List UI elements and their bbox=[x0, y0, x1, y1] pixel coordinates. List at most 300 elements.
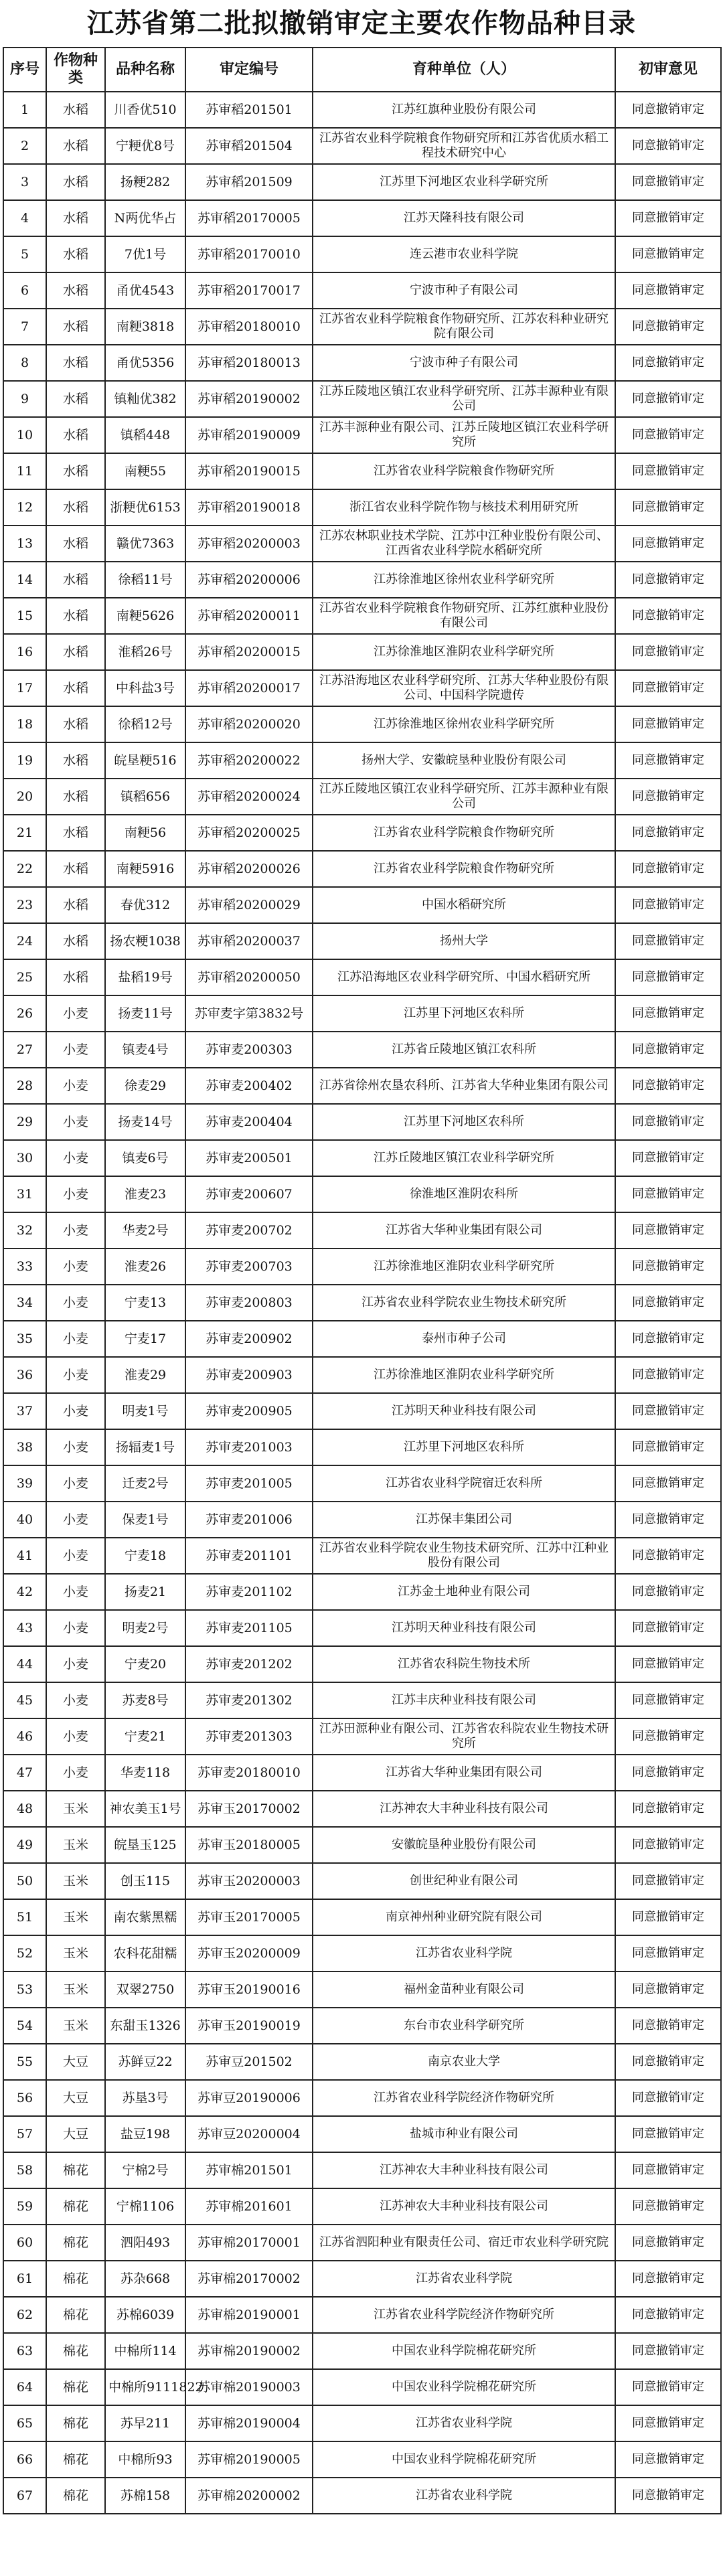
approval-number: 苏审稻20200050 bbox=[185, 959, 313, 995]
approval-number: 苏审麦200404 bbox=[185, 1104, 313, 1140]
opinion: 同意撤销审定 bbox=[615, 598, 721, 634]
breeding-unit: 江苏明天种业科技有限公司 bbox=[313, 1393, 615, 1429]
opinion: 同意撤销审定 bbox=[615, 2261, 721, 2297]
approval-number: 苏审棉20170002 bbox=[185, 2261, 313, 2297]
approval-number: 苏审稻20200003 bbox=[185, 526, 313, 562]
breeding-unit: 江苏省农业科学院 bbox=[313, 1935, 615, 1971]
breeding-unit: 浙江省农业科学院作物与核技术利用研究所 bbox=[313, 489, 615, 526]
variety-name: 华麦2号 bbox=[105, 1212, 185, 1249]
opinion: 同意撤销审定 bbox=[615, 2441, 721, 2478]
variety-name: 农科花甜糯 bbox=[105, 1935, 185, 1971]
variety-name: 双翠2750 bbox=[105, 1971, 185, 2008]
breeding-unit: 江苏里下河地区农科所 bbox=[313, 1104, 615, 1140]
variety-name: 华麦118 bbox=[105, 1755, 185, 1791]
row-index: 62 bbox=[3, 2297, 46, 2333]
variety-name: 创玉115 bbox=[105, 1863, 185, 1899]
approval-number: 苏审麦200501 bbox=[185, 1140, 313, 1176]
variety-name: 皖垦玉125 bbox=[105, 1827, 185, 1863]
opinion: 同意撤销审定 bbox=[615, 634, 721, 670]
table-row bbox=[3, 1032, 721, 1068]
variety-name: 南粳56 bbox=[105, 815, 185, 851]
row-index: 12 bbox=[3, 489, 46, 526]
crop-type: 小麦 bbox=[46, 1393, 105, 1429]
opinion: 同意撤销审定 bbox=[615, 309, 721, 345]
crop-type: 水稻 bbox=[46, 742, 105, 779]
opinion: 同意撤销审定 bbox=[615, 1538, 721, 1574]
row-index: 58 bbox=[3, 2152, 46, 2188]
opinion: 同意撤销审定 bbox=[615, 1899, 721, 1935]
table-row bbox=[3, 1140, 721, 1176]
table-row bbox=[3, 1285, 721, 1321]
opinion: 同意撤销审定 bbox=[615, 1140, 721, 1176]
opinion: 同意撤销审定 bbox=[615, 1104, 721, 1140]
opinion: 同意撤销审定 bbox=[615, 453, 721, 489]
variety-name: 苏棉6039 bbox=[105, 2297, 185, 2333]
table-body bbox=[3, 92, 721, 2514]
crop-type: 小麦 bbox=[46, 1104, 105, 1140]
row-index: 18 bbox=[3, 706, 46, 742]
table-row bbox=[3, 1104, 721, 1140]
row-index: 61 bbox=[3, 2261, 46, 2297]
opinion: 同意撤销审定 bbox=[615, 1935, 721, 1971]
approval-number: 苏审棉20190002 bbox=[185, 2333, 313, 2369]
breeding-unit: 江苏省农业科学院 bbox=[313, 2261, 615, 2297]
variety-name: 中棉所93 bbox=[105, 2441, 185, 2478]
approval-number: 苏审麦201101 bbox=[185, 1538, 313, 1574]
variety-name: 保麦1号 bbox=[105, 1502, 185, 1538]
approval-number: 苏审麦200607 bbox=[185, 1176, 313, 1212]
opinion: 同意撤销审定 bbox=[615, 489, 721, 526]
table-row bbox=[3, 453, 721, 489]
approval-number: 苏审棉20190004 bbox=[185, 2405, 313, 2441]
crop-type: 水稻 bbox=[46, 489, 105, 526]
row-index: 5 bbox=[3, 236, 46, 272]
opinion: 同意撤销审定 bbox=[615, 706, 721, 742]
variety-name: 宁棉1106 bbox=[105, 2188, 185, 2225]
breeding-unit: 江苏省徐州农垦农科所、江苏省大华种业集团有限公司 bbox=[313, 1068, 615, 1104]
table-row bbox=[3, 1176, 721, 1212]
table-row bbox=[3, 1755, 721, 1791]
table-row bbox=[3, 887, 721, 923]
row-index: 4 bbox=[3, 200, 46, 236]
crop-type: 棉花 bbox=[46, 2405, 105, 2441]
row-index: 9 bbox=[3, 381, 46, 417]
opinion: 同意撤销审定 bbox=[615, 2225, 721, 2261]
breeding-unit: 江苏省农业科学院宿迁农科所 bbox=[313, 1465, 615, 1502]
table-row bbox=[3, 1429, 721, 1465]
table-row bbox=[3, 634, 721, 670]
header-opinion: 初审意见 bbox=[615, 48, 721, 92]
opinion: 同意撤销审定 bbox=[615, 236, 721, 272]
opinion: 同意撤销审定 bbox=[615, 1068, 721, 1104]
breeding-unit: 江苏保丰集团公司 bbox=[313, 1502, 615, 1538]
table-row bbox=[3, 2080, 721, 2116]
approval-number: 苏审玉20170005 bbox=[185, 1899, 313, 1935]
approval-number: 苏审稻20200029 bbox=[185, 887, 313, 923]
row-index: 57 bbox=[3, 2116, 46, 2152]
breeding-unit: 江苏徐淮地区徐州农业科学研究所 bbox=[313, 562, 615, 598]
approval-number: 苏审麦201005 bbox=[185, 1465, 313, 1502]
table-row bbox=[3, 2188, 721, 2225]
breeding-unit: 江苏丘陵地区镇江农业科学研究所、江苏丰源种业有限公司 bbox=[313, 779, 615, 815]
opinion: 同意撤销审定 bbox=[615, 2080, 721, 2116]
breeding-unit: 江苏省农科院生物技术所 bbox=[313, 1646, 615, 1682]
opinion: 同意撤销审定 bbox=[615, 995, 721, 1032]
crop-type: 水稻 bbox=[46, 309, 105, 345]
table-row bbox=[3, 779, 721, 815]
crop-type: 小麦 bbox=[46, 1682, 105, 1718]
opinion: 同意撤销审定 bbox=[615, 1574, 721, 1610]
row-index: 64 bbox=[3, 2369, 46, 2405]
variety-name: 迁麦2号 bbox=[105, 1465, 185, 1502]
opinion: 同意撤销审定 bbox=[615, 1718, 721, 1755]
approval-number: 苏审麦字第3832号 bbox=[185, 995, 313, 1032]
breeding-unit: 江苏省大华种业集团有限公司 bbox=[313, 1212, 615, 1249]
breeding-unit: 宁波市种子有限公司 bbox=[313, 272, 615, 309]
approval-number: 苏审玉20180005 bbox=[185, 1827, 313, 1863]
row-index: 27 bbox=[3, 1032, 46, 1068]
opinion: 同意撤销审定 bbox=[615, 2405, 721, 2441]
breeding-unit: 江苏里下河地区农科所 bbox=[313, 1429, 615, 1465]
variety-name: 镇籼优382 bbox=[105, 381, 185, 417]
breeding-unit: 江苏省农业科学院 bbox=[313, 2478, 615, 2514]
row-index: 8 bbox=[3, 345, 46, 381]
breeding-unit: 江苏里下河地区农业科学研究所 bbox=[313, 164, 615, 200]
opinion: 同意撤销审定 bbox=[615, 1646, 721, 1682]
approval-number: 苏审稻20190018 bbox=[185, 489, 313, 526]
opinion: 同意撤销审定 bbox=[615, 2116, 721, 2152]
variety-name: 扬农粳1038 bbox=[105, 923, 185, 959]
row-index: 40 bbox=[3, 1502, 46, 1538]
row-index: 20 bbox=[3, 779, 46, 815]
row-index: 7 bbox=[3, 309, 46, 345]
variety-name: 中科盐3号 bbox=[105, 670, 185, 706]
table-row bbox=[3, 1899, 721, 1935]
crop-type: 大豆 bbox=[46, 2116, 105, 2152]
approval-number: 苏审稻20170005 bbox=[185, 200, 313, 236]
crop-type: 水稻 bbox=[46, 453, 105, 489]
breeding-unit: 江苏省农业科学院农业生物技术研究所、江苏中江种业股份有限公司 bbox=[313, 1538, 615, 1574]
crop-type: 玉米 bbox=[46, 1899, 105, 1935]
breeding-unit: 江苏省农业科学院经济作物研究所 bbox=[313, 2080, 615, 2116]
approval-number: 苏审豆201502 bbox=[185, 2044, 313, 2080]
breeding-unit: 江苏田源种业有限公司、江苏省农科院农业生物技术研究所 bbox=[313, 1718, 615, 1755]
approval-number: 苏审麦201303 bbox=[185, 1718, 313, 1755]
crop-type: 水稻 bbox=[46, 526, 105, 562]
crop-type: 水稻 bbox=[46, 381, 105, 417]
variety-name: 南粳3818 bbox=[105, 309, 185, 345]
page-title: 江苏省第二批拟撤销审定主要农作物品种目录 bbox=[87, 8, 636, 39]
variety-name: 宁麦18 bbox=[105, 1538, 185, 1574]
crop-type: 小麦 bbox=[46, 1321, 105, 1357]
breeding-unit: 中国农业科学院棉花研究所 bbox=[313, 2441, 615, 2478]
approval-number: 苏审麦200905 bbox=[185, 1393, 313, 1429]
row-index: 37 bbox=[3, 1393, 46, 1429]
breeding-unit: 东台市农业科学研究所 bbox=[313, 2008, 615, 2044]
crop-type: 棉花 bbox=[46, 2369, 105, 2405]
variety-name: 徐稻12号 bbox=[105, 706, 185, 742]
breeding-unit: 江苏省农业科学院粮食作物研究所和江苏省优质水稻工程技术研究中心 bbox=[313, 128, 615, 164]
approval-number: 苏审稻20200011 bbox=[185, 598, 313, 634]
table-row bbox=[3, 164, 721, 200]
breeding-unit: 南京神州种业研究院有限公司 bbox=[313, 1899, 615, 1935]
opinion: 同意撤销审定 bbox=[615, 1755, 721, 1791]
breeding-unit: 江苏徐淮地区徐州农业科学研究所 bbox=[313, 706, 615, 742]
opinion: 同意撤销审定 bbox=[615, 526, 721, 562]
opinion: 同意撤销审定 bbox=[615, 1393, 721, 1429]
row-index: 11 bbox=[3, 453, 46, 489]
opinion: 同意撤销审定 bbox=[615, 2008, 721, 2044]
approval-number: 苏审稻20190015 bbox=[185, 453, 313, 489]
crop-type: 棉花 bbox=[46, 2333, 105, 2369]
table-row bbox=[3, 200, 721, 236]
approval-number: 苏审棉20190005 bbox=[185, 2441, 313, 2478]
table-row bbox=[3, 1249, 721, 1285]
variety-name: 淮稻26号 bbox=[105, 634, 185, 670]
opinion: 同意撤销审定 bbox=[615, 1249, 721, 1285]
table-row bbox=[3, 381, 721, 417]
crop-type: 棉花 bbox=[46, 2152, 105, 2188]
breeding-unit: 江苏丰庆种业科技有限公司 bbox=[313, 1682, 615, 1718]
crop-type: 玉米 bbox=[46, 1791, 105, 1827]
row-index: 35 bbox=[3, 1321, 46, 1357]
table-row bbox=[3, 1357, 721, 1393]
table-row bbox=[3, 562, 721, 598]
table-row bbox=[3, 815, 721, 851]
table-row bbox=[3, 489, 721, 526]
table-row bbox=[3, 128, 721, 164]
variety-name: 盐豆198 bbox=[105, 2116, 185, 2152]
table-row bbox=[3, 1610, 721, 1646]
opinion: 同意撤销审定 bbox=[615, 1176, 721, 1212]
opinion: 同意撤销审定 bbox=[615, 1791, 721, 1827]
approval-number: 苏审稻20170010 bbox=[185, 236, 313, 272]
approval-number: 苏审棉201601 bbox=[185, 2188, 313, 2225]
breeding-unit: 福州金苗种业有限公司 bbox=[313, 1971, 615, 2008]
breeding-unit: 江苏丘陵地区镇江农业科学研究所 bbox=[313, 1140, 615, 1176]
table-row bbox=[3, 2297, 721, 2333]
approval-number: 苏审稻20200015 bbox=[185, 634, 313, 670]
approval-number: 苏审稻20200037 bbox=[185, 923, 313, 959]
table-row bbox=[3, 526, 721, 562]
row-index: 23 bbox=[3, 887, 46, 923]
row-index: 51 bbox=[3, 1899, 46, 1935]
breeding-unit: 江苏丘陵地区镇江农业科学研究所、江苏丰源种业有限公司 bbox=[313, 381, 615, 417]
variety-name: 明麦1号 bbox=[105, 1393, 185, 1429]
approval-number: 苏审麦200303 bbox=[185, 1032, 313, 1068]
variety-name: 中棉所114 bbox=[105, 2333, 185, 2369]
variety-name: 南农紫黑糯 bbox=[105, 1899, 185, 1935]
variety-name: 南粳5626 bbox=[105, 598, 185, 634]
table-row bbox=[3, 2261, 721, 2297]
breeding-unit: 江苏省泗阳种业有限责任公司、宿迁市农业科学研究院 bbox=[313, 2225, 615, 2261]
table-row bbox=[3, 923, 721, 959]
crop-type: 小麦 bbox=[46, 1646, 105, 1682]
approval-number: 苏审棉20170001 bbox=[185, 2225, 313, 2261]
row-index: 56 bbox=[3, 2080, 46, 2116]
breeding-unit: 创世纪种业有限公司 bbox=[313, 1863, 615, 1899]
variety-name: 苏早211 bbox=[105, 2405, 185, 2441]
crop-type: 水稻 bbox=[46, 815, 105, 851]
approval-number: 苏审麦201003 bbox=[185, 1429, 313, 1465]
crop-type: 小麦 bbox=[46, 1610, 105, 1646]
crop-type: 水稻 bbox=[46, 851, 105, 887]
breeding-unit: 江苏徐淮地区淮阴农业科学研究所 bbox=[313, 634, 615, 670]
table-row bbox=[3, 2405, 721, 2441]
variety-name: 镇麦6号 bbox=[105, 1140, 185, 1176]
crop-type: 水稻 bbox=[46, 562, 105, 598]
crop-type: 玉米 bbox=[46, 1827, 105, 1863]
table-row bbox=[3, 1971, 721, 2008]
approval-number: 苏审玉20200003 bbox=[185, 1863, 313, 1899]
variety-name: 浙粳优6153 bbox=[105, 489, 185, 526]
crop-type: 水稻 bbox=[46, 923, 105, 959]
header-crop-type: 作物种类 bbox=[46, 48, 105, 92]
crop-type: 小麦 bbox=[46, 1718, 105, 1755]
opinion: 同意撤销审定 bbox=[615, 2369, 721, 2405]
crop-type: 小麦 bbox=[46, 1212, 105, 1249]
opinion: 同意撤销审定 bbox=[615, 742, 721, 779]
opinion: 同意撤销审定 bbox=[615, 381, 721, 417]
variety-name: 镇麦4号 bbox=[105, 1032, 185, 1068]
row-index: 25 bbox=[3, 959, 46, 995]
breeding-unit: 江苏省农业科学院经济作物研究所 bbox=[313, 2297, 615, 2333]
approval-number: 苏审玉20190019 bbox=[185, 2008, 313, 2044]
table-row bbox=[3, 2441, 721, 2478]
breeding-unit: 江苏省农业科学院粮食作物研究所 bbox=[313, 851, 615, 887]
table-row bbox=[3, 236, 721, 272]
row-index: 60 bbox=[3, 2225, 46, 2261]
variety-name: 中棉所9111822 bbox=[105, 2369, 185, 2405]
opinion: 同意撤销审定 bbox=[615, 815, 721, 851]
opinion: 同意撤销审定 bbox=[615, 959, 721, 995]
row-index: 42 bbox=[3, 1574, 46, 1610]
approval-number: 苏审豆20200004 bbox=[185, 2116, 313, 2152]
opinion: 同意撤销审定 bbox=[615, 1321, 721, 1357]
variety-name: 镇稻656 bbox=[105, 779, 185, 815]
crop-type: 棉花 bbox=[46, 2188, 105, 2225]
crop-type: 棉花 bbox=[46, 2297, 105, 2333]
breeding-unit: 江苏金土地种业有限公司 bbox=[313, 1574, 615, 1610]
opinion: 同意撤销审定 bbox=[615, 1357, 721, 1393]
variety-name: 扬麦21 bbox=[105, 1574, 185, 1610]
opinion: 同意撤销审定 bbox=[615, 417, 721, 453]
breeding-unit: 江苏省农业科学院粮食作物研究所 bbox=[313, 815, 615, 851]
approval-number: 苏审稻20180013 bbox=[185, 345, 313, 381]
breeding-unit: 江苏红旗种业股份有限公司 bbox=[313, 92, 615, 128]
opinion: 同意撤销审定 bbox=[615, 670, 721, 706]
breeding-unit: 中国水稻研究所 bbox=[313, 887, 615, 923]
approval-number: 苏审稻20200025 bbox=[185, 815, 313, 851]
crop-type: 水稻 bbox=[46, 200, 105, 236]
row-index: 59 bbox=[3, 2188, 46, 2225]
breeding-unit: 扬州大学、安徽皖垦种业股份有限公司 bbox=[313, 742, 615, 779]
variety-name: 徐麦29 bbox=[105, 1068, 185, 1104]
approval-number: 苏审豆20190006 bbox=[185, 2080, 313, 2116]
variety-name: 甬优5356 bbox=[105, 345, 185, 381]
opinion: 同意撤销审定 bbox=[615, 1429, 721, 1465]
row-index: 36 bbox=[3, 1357, 46, 1393]
table-row bbox=[3, 2044, 721, 2080]
table-row bbox=[3, 959, 721, 995]
approval-number: 苏审麦201105 bbox=[185, 1610, 313, 1646]
row-index: 19 bbox=[3, 742, 46, 779]
approval-number: 苏审麦200703 bbox=[185, 1249, 313, 1285]
breeding-unit: 江苏神农大丰种业科技有限公司 bbox=[313, 2152, 615, 2188]
crop-type: 水稻 bbox=[46, 779, 105, 815]
opinion: 同意撤销审定 bbox=[615, 1827, 721, 1863]
breeding-unit: 江苏省农业科学院粮食作物研究所、江苏红旗种业股份有限公司 bbox=[313, 598, 615, 634]
table-row bbox=[3, 670, 721, 706]
table-row bbox=[3, 272, 721, 309]
breeding-unit: 江苏省农业科学院粮食作物研究所 bbox=[313, 453, 615, 489]
crop-type: 棉花 bbox=[46, 2441, 105, 2478]
crop-type: 水稻 bbox=[46, 959, 105, 995]
row-index: 6 bbox=[3, 272, 46, 309]
row-index: 63 bbox=[3, 2333, 46, 2369]
crop-type: 小麦 bbox=[46, 995, 105, 1032]
crop-type: 水稻 bbox=[46, 128, 105, 164]
row-index: 15 bbox=[3, 598, 46, 634]
row-index: 55 bbox=[3, 2044, 46, 2080]
variety-name: 苏棉158 bbox=[105, 2478, 185, 2514]
row-index: 31 bbox=[3, 1176, 46, 1212]
opinion: 同意撤销审定 bbox=[615, 923, 721, 959]
table-row bbox=[3, 1682, 721, 1718]
breeding-unit: 南京农业大学 bbox=[313, 2044, 615, 2080]
row-index: 13 bbox=[3, 526, 46, 562]
opinion: 同意撤销审定 bbox=[615, 1863, 721, 1899]
crop-type: 水稻 bbox=[46, 236, 105, 272]
variety-name: 明麦2号 bbox=[105, 1610, 185, 1646]
approval-number: 苏审玉20190016 bbox=[185, 1971, 313, 2008]
breeding-unit: 江苏沿海地区农业科学研究所、中国水稻研究所 bbox=[313, 959, 615, 995]
row-index: 22 bbox=[3, 851, 46, 887]
row-index: 38 bbox=[3, 1429, 46, 1465]
row-index: 65 bbox=[3, 2405, 46, 2441]
variety-name: 淮麦23 bbox=[105, 1176, 185, 1212]
variety-name: 淮麦26 bbox=[105, 1249, 185, 1285]
approval-number: 苏审麦200702 bbox=[185, 1212, 313, 1249]
crop-type: 玉米 bbox=[46, 2008, 105, 2044]
row-index: 39 bbox=[3, 1465, 46, 1502]
approval-number: 苏审麦200803 bbox=[185, 1285, 313, 1321]
crop-type: 小麦 bbox=[46, 1249, 105, 1285]
approval-number: 苏审麦201202 bbox=[185, 1646, 313, 1682]
crop-type: 小麦 bbox=[46, 1502, 105, 1538]
table-row bbox=[3, 1321, 721, 1357]
opinion: 同意撤销审定 bbox=[615, 92, 721, 128]
row-index: 3 bbox=[3, 164, 46, 200]
opinion: 同意撤销审定 bbox=[615, 1285, 721, 1321]
opinion: 同意撤销审定 bbox=[615, 1502, 721, 1538]
variety-name: N两优华占 bbox=[105, 200, 185, 236]
row-index: 43 bbox=[3, 1610, 46, 1646]
approval-number: 苏审稻20170017 bbox=[185, 272, 313, 309]
table-row bbox=[3, 1502, 721, 1538]
crop-type: 棉花 bbox=[46, 2261, 105, 2297]
approval-number: 苏审稻201501 bbox=[185, 92, 313, 128]
opinion: 同意撤销审定 bbox=[615, 887, 721, 923]
row-index: 67 bbox=[3, 2478, 46, 2514]
approval-number: 苏审稻20190009 bbox=[185, 417, 313, 453]
opinion: 同意撤销审定 bbox=[615, 128, 721, 164]
table-row bbox=[3, 2116, 721, 2152]
row-index: 46 bbox=[3, 1718, 46, 1755]
crop-type: 大豆 bbox=[46, 2080, 105, 2116]
crop-type: 小麦 bbox=[46, 1068, 105, 1104]
approval-number: 苏审稻20200020 bbox=[185, 706, 313, 742]
